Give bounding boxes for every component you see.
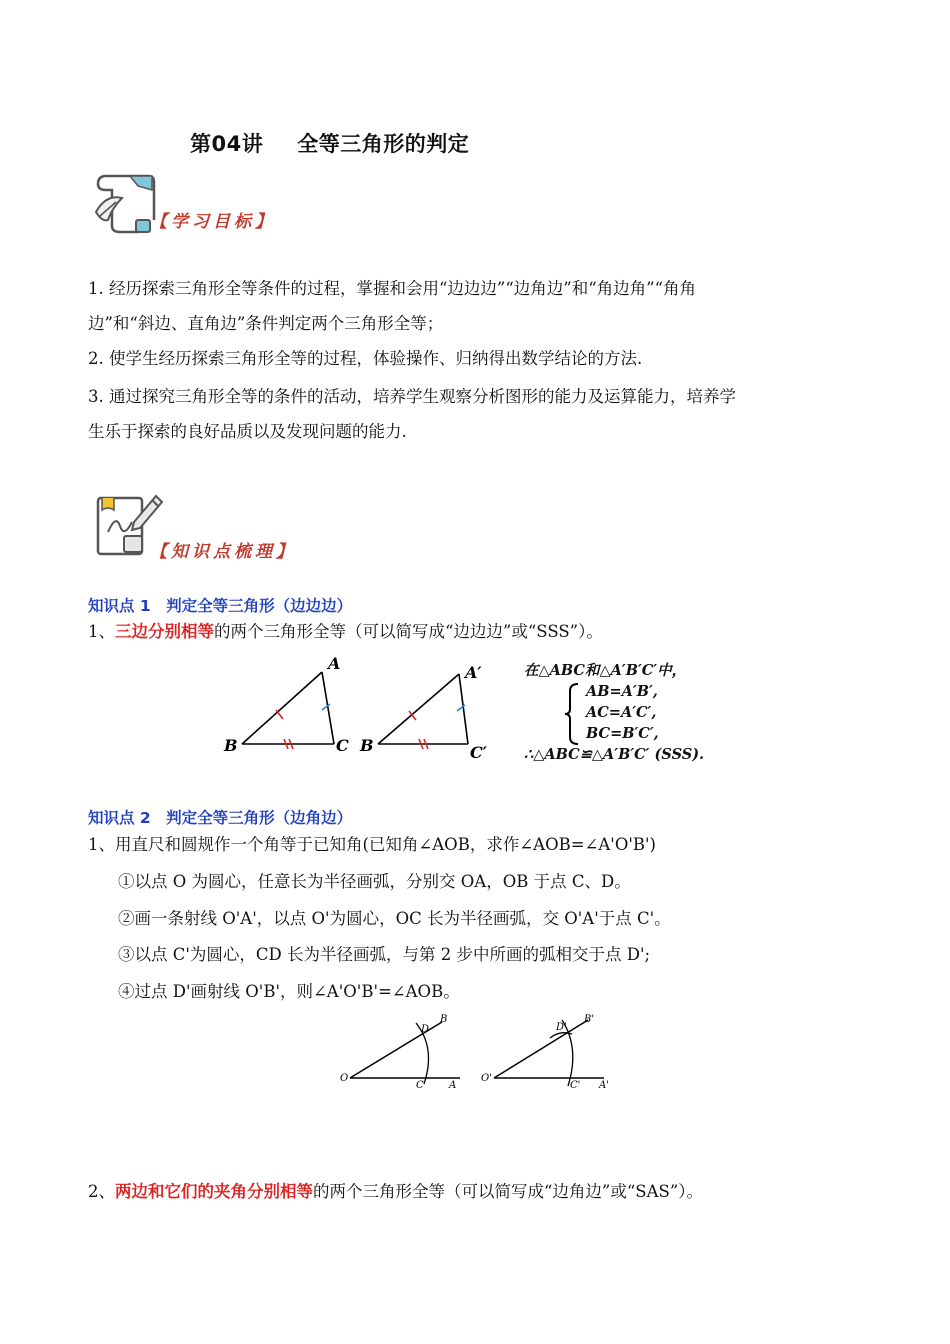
- kp1-heading: 知识点 1 判定全等三角形（边边边）: [88, 597, 353, 615]
- sss-triangles-figure: [218, 654, 508, 766]
- page-title: [190, 128, 469, 158]
- kp1-statement: [88, 618, 603, 642]
- goal-2: 2. 使学生经历探索三角形全等的过程，体验操作、归纳得出数学结论的方法.: [88, 349, 643, 368]
- proof-line-1: AB=A′B′,: [586, 683, 658, 700]
- goals-banner: 【学习目标】: [150, 212, 276, 232]
- side-ab: [242, 672, 322, 744]
- lesson-number: 第04讲: [190, 132, 264, 156]
- copied-angle: [481, 1014, 609, 1091]
- kp1-prefix: 1、: [88, 622, 115, 641]
- label-a2: A′: [465, 663, 482, 682]
- label-c: C: [336, 736, 349, 755]
- label-b: B: [224, 736, 238, 755]
- goal-3-line-1: 3. 通过探究三角形全等的条件的活动，培养学生观察分析图形的能力及运算能力，培养学: [88, 387, 736, 406]
- proof-line-3: BC=B′C′,: [586, 725, 659, 742]
- label-c2: C′: [470, 743, 487, 762]
- label-o2: O': [481, 1073, 492, 1084]
- goal-1-line-1: 1. 经历探索三角形全等条件的过程，掌握和会用“边边边”“边角边”和“角边角”“角角: [88, 279, 697, 298]
- kp2-step-4: ④过点 D'画射线 O'B'，则∠A'O'B'=∠AOB。: [118, 982, 460, 1001]
- label-b: B: [440, 1014, 448, 1025]
- tick-ab: [276, 710, 283, 719]
- triangle-a2b2c2: [359, 663, 488, 762]
- label-d2: D': [556, 1022, 567, 1033]
- label-d: D: [421, 1024, 430, 1035]
- kp2-intro: 1、用直尺和圆规作一个角等于已知角(已知角∠AOB，求作∠AOB=∠A'O'B'): [88, 835, 656, 854]
- original-angle: [340, 1014, 460, 1091]
- knowledge-banner: 【知识点梳理】: [150, 542, 297, 562]
- item2-prefix: 2、: [88, 1182, 115, 1201]
- proof-conditions: [524, 681, 704, 744]
- triangle-abc: [223, 654, 349, 755]
- lesson-topic: 全等三角形的判定: [297, 132, 470, 156]
- label-o: O: [340, 1073, 349, 1084]
- label-c: C: [416, 1080, 424, 1091]
- label-a: A: [328, 654, 341, 673]
- sss-proof: [524, 660, 704, 765]
- goal-1-line-2: 边”和“斜边、直角边”条件判定两个三角形全等；: [88, 314, 444, 333]
- goals-list: [88, 271, 868, 449]
- item2-highlight: 两边和它们的夹角分别相等: [115, 1182, 313, 1201]
- label-a2: A': [599, 1080, 609, 1091]
- ray-o2b2: [494, 1020, 588, 1078]
- goal-3-line-2: 生乐于探索的良好品质以及发现问题的能力.: [88, 422, 407, 441]
- kp2-heading: 知识点 2 判定全等三角形（边角边）: [88, 809, 353, 827]
- proof-conclusion: ∴△ABC≌△A′B′C′ (SSS).: [524, 746, 705, 763]
- label-c2: C': [570, 1080, 581, 1091]
- kp2-step-3: ③以点 C'为圆心，CD 长为半径画弧，与第 2 步中所画的弧相交于点 D';: [118, 945, 651, 964]
- kp1-suffix: 的两个三角形全等（可以简写成“边边边”或“SSS”）。: [214, 622, 603, 641]
- label-b2: B: [360, 736, 374, 755]
- side-a2b2: [378, 674, 459, 744]
- kp2-step-1: ①以点 O 为圆心，任意长为半径画弧，分别交 OA，OB 于点 C、D。: [118, 872, 631, 891]
- brace-icon: [564, 683, 580, 745]
- kp2-item-2: [88, 1178, 703, 1202]
- angle-construction-figure: [336, 1010, 626, 1092]
- kp2-step-2: ②画一条射线 O'A'，以点 O'为圆心，OC 长为半径画弧，交 O'A'于点 C'。: [118, 909, 671, 928]
- proof-intro: 在△ABC和△A′B′C′中，: [524, 662, 687, 679]
- item2-suffix: 的两个三角形全等（可以简写成“边角边”或“SAS”）。: [313, 1182, 704, 1201]
- proof-line-2: AC=A′C′,: [586, 704, 657, 721]
- label-b2: B': [584, 1014, 595, 1025]
- kp1-highlight: 三边分别相等: [115, 622, 214, 641]
- label-a: A: [449, 1080, 457, 1091]
